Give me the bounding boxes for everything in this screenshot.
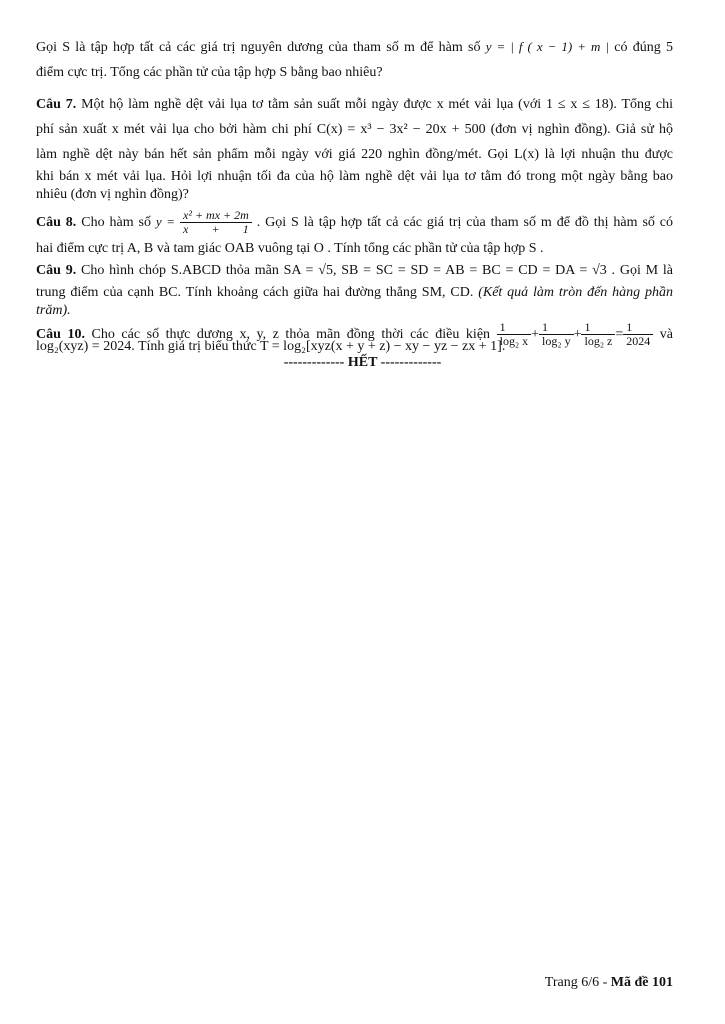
q7-line-1	[36, 96, 673, 114]
q8-y-eq: y =	[155, 214, 176, 229]
q7-line-2: phí sản xuất x mét vải lụa cho bởi hàm chi phí C(x) = x³ − 3x² − 20x + 500 (đơn vị nghìn đồng). Giả sử hộ	[36, 122, 673, 137]
q7-text-1: Một hộ làm nghề dệt vải lụa tơ tằm sản suất mỗi ngày được x mét vải lụa (với 1 ≤ x ≤ 18). Tổng chi	[81, 97, 674, 112]
q9-line-1	[36, 262, 673, 280]
q9-note-1: (Kết quả làm tròn đến hàng phần	[478, 285, 674, 300]
q7-label: Câu 7.	[36, 97, 77, 112]
q8-fraction	[180, 209, 252, 236]
end-marker: ------------- HẾT -------------	[283, 355, 442, 370]
q6-line-1	[36, 38, 673, 57]
q10-f3-den: log₂ z	[584, 334, 613, 349]
q7-line-5: nhiêu (đơn vị nghìn đồng)?	[36, 187, 189, 202]
q8-intro: Cho hàm số	[81, 215, 151, 230]
q10-f2-den: log₂ y	[542, 334, 571, 349]
q10-line-2: log₂(xyz) = 2024. Tính giá trị biểu thức T = log₂[xyz(x + y + z) − xy − yz − zx + 1].	[36, 339, 506, 354]
q8-denominator: x + 1	[183, 222, 249, 237]
q6-text: Gọi S là tập hợp tất cả các giá trị nguyên dương của tham số m để hàm số	[36, 40, 481, 55]
q6-formula: y = | f ( x − 1) + m |	[485, 39, 609, 54]
q7-line-3: làm nghề dệt này bán hết sản phẩm mỗi ngày với giá 220 nghìn đồng/mét. Gọi L(x) là lợi nhuận thu được	[36, 147, 673, 162]
q9-text-2: trung điểm của cạnh BC. Tính khoảng cách giữa hai đường thẳng SM, CD.	[36, 285, 474, 300]
q10-f4-den: 2024	[626, 334, 651, 349]
q10-f1-den: log₂ x	[499, 334, 529, 349]
q8-line-1	[36, 207, 673, 237]
q9-label: Câu 9.	[36, 263, 77, 278]
q8-numerator: x² + mx + 2m	[180, 209, 252, 223]
q10-f1-num: 1	[497, 321, 532, 335]
q10-plus-2: +	[573, 327, 582, 342]
q9-line-2	[36, 284, 673, 302]
footer-code: Mã đề 101	[610, 975, 673, 990]
q8-rest: . Gọi S là tập hợp tất cả các giá trị của tham số m để đồ thị hàm số có	[256, 215, 674, 230]
footer-page: Trang 6/6 -	[544, 975, 611, 990]
q10-equals: =	[615, 327, 624, 342]
q10-plus-1: +	[531, 327, 540, 342]
q10-f4-num: 1	[623, 321, 653, 335]
q10-label: Câu 10.	[36, 327, 85, 342]
q10-intro: Cho các số thực dương x, y, z thỏa mãn đồng thời các điều kiện	[91, 327, 491, 342]
page-footer	[545, 975, 673, 991]
q6-line-2: điểm cực trị. Tổng các phần tử của tập hợp S bằng bao nhiêu?	[36, 65, 383, 80]
q9-note-2: trăm).	[36, 303, 71, 318]
q10-tail: và	[659, 327, 674, 342]
q10-f3-num: 1	[581, 321, 615, 335]
q7-line-4: khi bán x mét vải lụa. Hỏi lợi nhuận tối đa của hộ làm nghề dệt vải lụa tơ tằm đó trong một ngày bằng bao	[36, 169, 673, 184]
q10-f2-num: 1	[539, 321, 574, 335]
q8-line-2: hai điểm cực trị A, B và tam giác OAB vuông tại O . Tính tổng các phần tử của tập hợp S .	[36, 241, 544, 256]
q9-text-1: Cho hình chóp S.ABCD thỏa mãn SA = √5, SB = SC = SD = AB = BC = CD = DA = √3 . Gọi M là	[81, 263, 674, 278]
q8-label: Câu 8.	[36, 215, 77, 230]
q6-tail: có đúng 5	[614, 40, 674, 55]
